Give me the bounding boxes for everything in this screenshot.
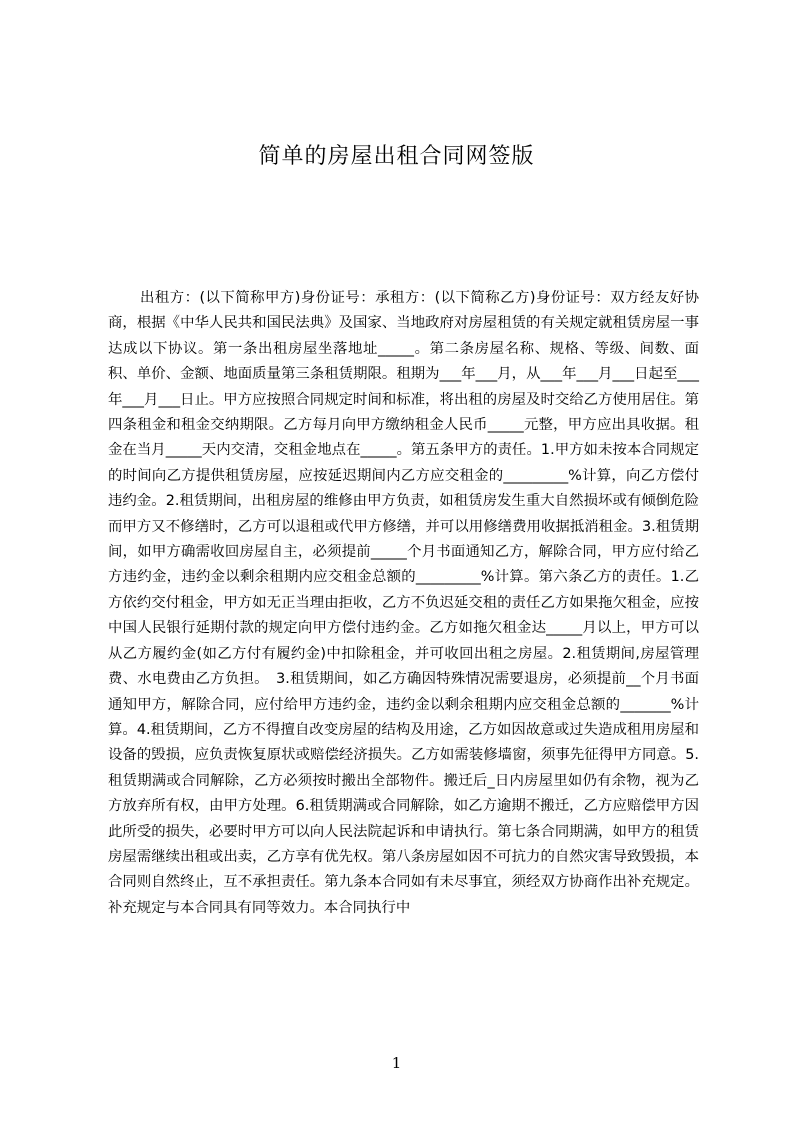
contract-body-paragraph: 出租方：(以下简称甲方)身份证号：承租方：(以下简称乙方)身份证号：双方经友好协商，根据《中华人民共和国民法典》及国家、当地政府对房屋租赁的有关规定就租赁房屋一事达成以下协议。第一条出租房屋坐落地址_____。第二条房屋名称、规格、等级、间数、面积、单价、金额、地面质量第三条租赁期限。租期为___年___月，从___年___月___日起至___年___月___日止。甲方应按照合同规定时间和标准，将出租的房屋及时交给乙方使用居住。第四条租金和租金交纳期限。乙方每月向甲方缴纳租金人民币_____元整，甲方应出具收据。租金在当月_____天内交清，交租金地点在_____。第五条甲方的责任。1.甲方如未按本合同规定的时间向乙方提供租赁房屋，应按延迟期间内乙方应交租金的_________%计算，向乙方偿付违约金。2.租赁期间，出租房屋的维修由甲方负责，如租赁房发生重大自然损坏或有倾倒危险而甲方又不修缮时，乙方可以退租或代甲方修缮，并可以用修缮费用收据抵消租金。3.租赁期间，如甲方确需收回房屋自主，必须提前_____个月书面通知乙方，解除合同，甲方应付给乙方违约金，违约金以剩余租期内应交租金总额的_________%计算。第六条乙方的责任。1.乙方依约交付租金，甲方如无正当理由拒收，乙方不负迟延交租的责任乙方如果拖欠租金，应按中国人民银行延期付款的规定向甲方偿付违约金。乙方如拖欠租金达_____月以上，甲方可以从乙方履约金(如乙方付有履约金)中扣除租金，并可收回出租之房屋。2.租赁期间,房屋管理费、水电费由乙方负担。 3.租赁期间，如乙方确因特殊情况需要退房，必须提前__个月书面通知甲方，解除合同，应付给甲方违约金，违约金以剩余租期内应交租金总额的_______%计算。4.租赁期间，乙方不得擅自改变房屋的结构及用途，乙方如因故意或过失造成租用房屋和设备的毁损，应负责恢复原状或赔偿经济损失。乙方如需装修墙窗，须事先征得甲方同意。5.租赁期满或合同解除，乙方必须按时搬出全部物件。搬迁后_日内房屋里如仍有余物，视为乙方放弃所有权，由甲方处理。6.租赁期满或合同解除，如乙方逾期不搬迁，乙方应赔偿甲方因此所受的损失，必要时甲方可以向人民法院起诉和申请执行。第七条合同期满，如甲方的租赁房屋需继续出租或出卖，乙方享有优先权。第八条房屋如因不可抗力的自然灾害导致毁损，本合同则自然终止，互不承担责任。第九条本合同如有未尽事宜，须经双方协商作出补充规定。补充规定与本合同具有同等效力。本合同执行中	[108, 290, 699, 916]
page-number: 1	[391, 1054, 402, 1072]
document-title: 简单的房屋出租合同网签版	[258, 144, 535, 169]
